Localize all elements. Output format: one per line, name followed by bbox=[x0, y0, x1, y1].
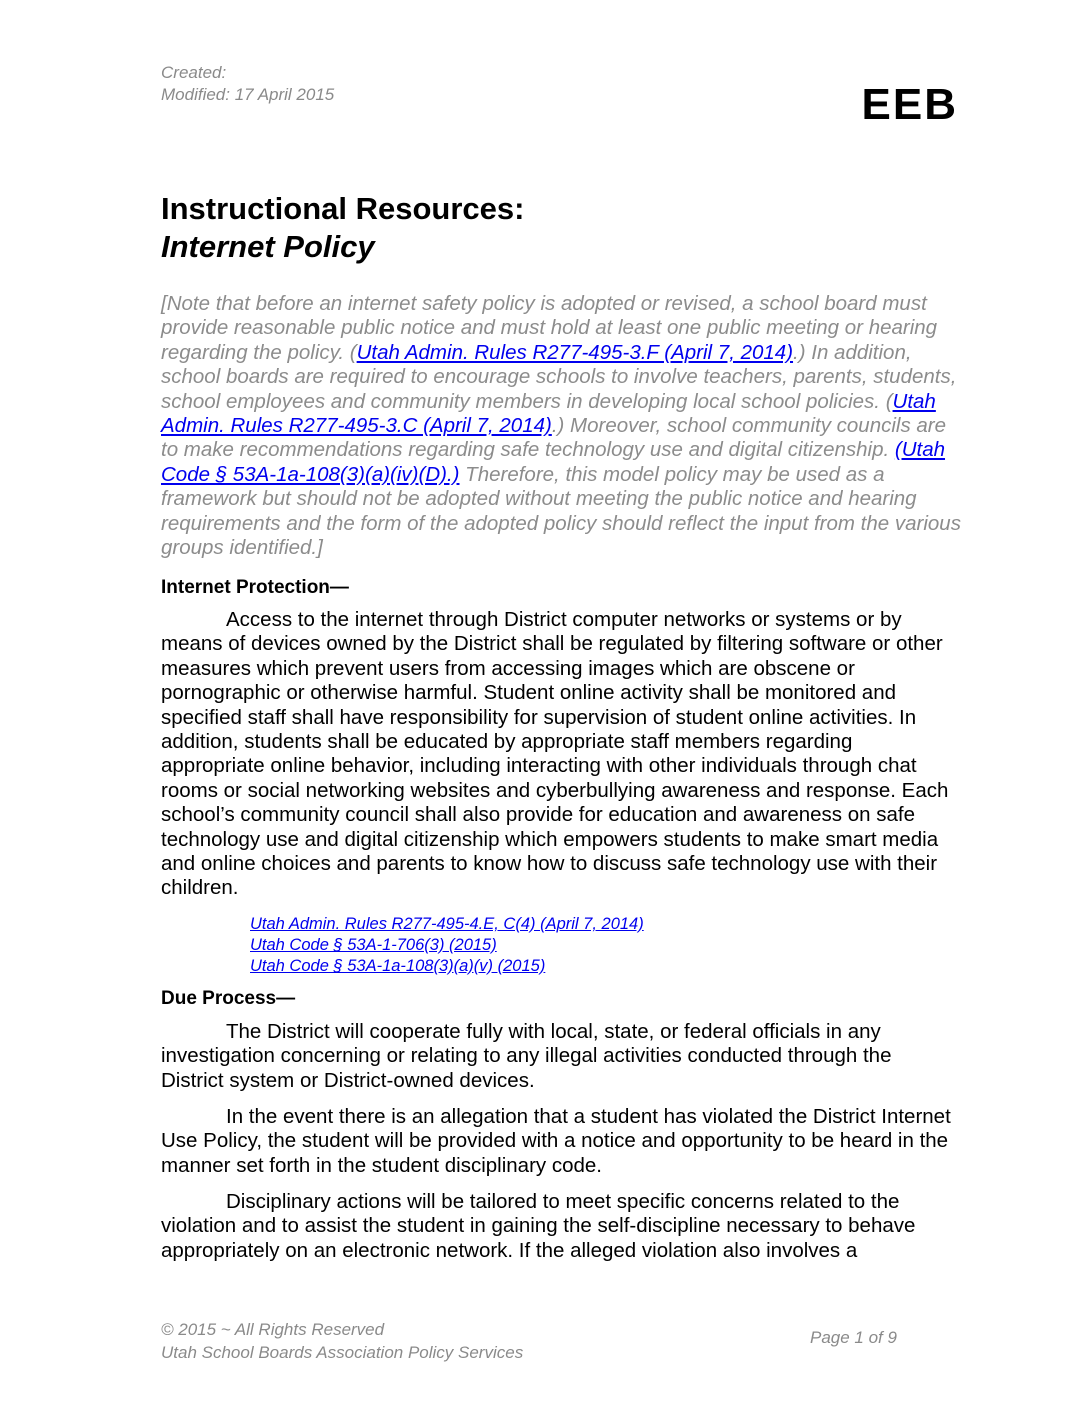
document-meta bbox=[161, 62, 334, 106]
modified-date: Modified: 17 April 2015 bbox=[161, 85, 335, 104]
note-link-53a-1a-108[interactable]: (Utah Code § 53A-1a-108(3)(a)(iv)(D).) bbox=[161, 438, 946, 486]
internet-protection-citations bbox=[250, 914, 644, 977]
footer-copyright: © 2015 ~ All Rights Reserved bbox=[161, 1320, 385, 1339]
citation-link[interactable]: Utah Code § 53A-1a-108(3)(a)(v) (2015) bbox=[250, 957, 546, 975]
heading-due-process: Due Process— bbox=[161, 988, 296, 1009]
citation-link[interactable]: Utah Admin. Rules R277-495-4.E, C(4) (April 7, 2014) bbox=[250, 915, 644, 933]
citation-link[interactable]: Utah Code § 53A-1-706(3) (2015) bbox=[250, 936, 497, 954]
note-text-2: .) In addition, school boards are required to encourage schools to involve teachers, parents, students, school employees and community members in developing local school policies. ( bbox=[161, 340, 957, 413]
policy-code: EEB bbox=[861, 80, 958, 129]
due-process-paragraph-3: Disciplinary actions will be tailored to meet specific concerns related to the violation and to assist the student in gaining the self-discipline necessary to behave appropriately on an electronic network. If the alleged violation also involves a bbox=[161, 1190, 916, 1262]
title-main: Instructional Resources: bbox=[161, 191, 525, 226]
note-text-1: [Note that before an internet safety policy is adopted or revised, a school board must provide reasonable public notice and must hold at least one public meeting or hearing regarding the policy. ( bbox=[161, 292, 938, 364]
note-text-3: .) Moreover, school community councils are to make recommendations regarding safe technology use and digital citizenship. bbox=[161, 414, 947, 462]
internet-protection-body: Access to the internet through District computer networks or systems or by means of devices owned by the District shall be regulated by filtering software or other measures which prevent users from accessing images which are obscene or pornographic or otherwise harmful. Student online activity shall be monitored and specified staff shall have responsibility for supervision of student online activities. In addition, students shall be educated by appropriate staff members regarding appropriate online behavior, including interacting with other individuals through chat rooms or social networking websites and cyberbullying awareness and response. Each school’s community council shall also provide for education and awareness on safe technology use and digital citizenship which empowers students to make smart media and online choices and parents to know how to discuss safe technology use with their children. bbox=[161, 608, 949, 900]
footer bbox=[161, 1318, 523, 1364]
due-process-paragraph-1: The District will cooperate fully with local, state, or federal officials in any investigation concerning or relating to any illegal activities conducted through the District system or District-owned devices. bbox=[161, 1020, 892, 1092]
note-text-4: Therefore, this model policy may be used as a framework but should not be adopted without meeting the public notice and hearing requirements and the form of the adopted policy should reflect the input from the various groups identified.] bbox=[161, 462, 961, 560]
title-sub: Internet Policy bbox=[161, 229, 375, 264]
due-process-paragraph-2: In the event there is an allegation that a student has violated the District Internet Use Policy, the student will be provided with a notice and opportunity to be heard in the manner set forth in the student disciplinary code. bbox=[161, 1105, 951, 1177]
footer-org: Utah School Boards Association Policy Services bbox=[161, 1343, 524, 1362]
page-number: Page 1 of 9 bbox=[810, 1328, 897, 1347]
note-link-r277-495-3f[interactable]: Utah Admin. Rules R277-495-3.F (April 7, 2014) bbox=[356, 340, 794, 364]
editor-note bbox=[161, 292, 961, 560]
page-title bbox=[161, 190, 524, 266]
created-label: Created: bbox=[161, 63, 227, 82]
heading-internet-protection: Internet Protection— bbox=[161, 577, 349, 598]
note-link-r277-495-3c[interactable]: Utah Admin. Rules R277-495-3.C (April 7, 2014) bbox=[161, 389, 936, 438]
